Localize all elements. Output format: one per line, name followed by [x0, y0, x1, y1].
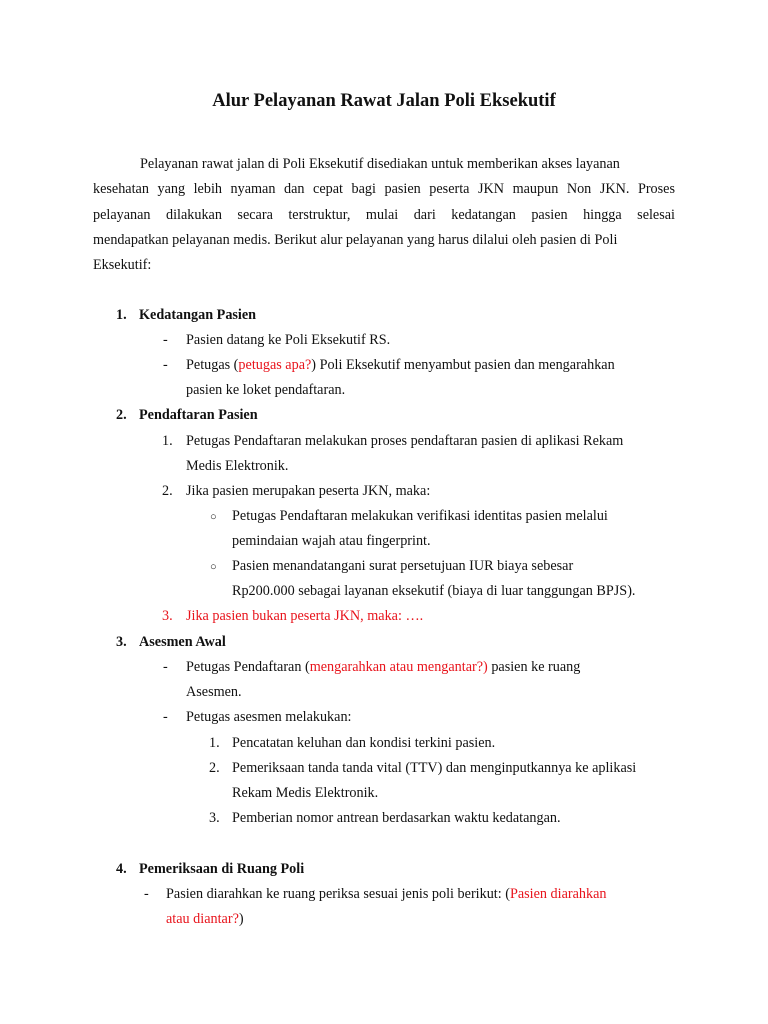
- section-4-heading: Pemeriksaan di Ruang Poli: [139, 861, 305, 877]
- s1-bullet-2-cont: pasien ke loket pendaftaran.: [186, 382, 346, 398]
- list-number: 3.: [162, 608, 173, 624]
- list-number: 3.: [209, 810, 220, 826]
- intro-line-3: pelayanan dilakukan secara terstruktur, mulai dari kedatangan pasien hingga selesai: [93, 207, 675, 223]
- intro-line-1: Pelayanan rawat jalan di Poli Eksekutif disediakan untuk memberikan akses layanan: [140, 156, 620, 172]
- s3-step-2-cont: Rekam Medis Elektronik.: [232, 785, 379, 801]
- bullet-dash: -: [163, 659, 168, 675]
- s4-bullet-1-cont: [166, 910, 244, 928]
- bullet-dash: -: [163, 332, 168, 348]
- reviewer-comment: Pasien diarahkan: [509, 886, 607, 902]
- s2-item-1-cont: Medis Elektronik.: [186, 458, 289, 474]
- s1-bullet-1: Pasien datang ke Poli Eksekutif RS.: [186, 332, 391, 348]
- bullet-dash: -: [163, 357, 168, 373]
- s2-item-1: Petugas Pendaftaran melakukan proses pendaftaran pasien di aplikasi Rekam: [186, 433, 624, 449]
- s3-step-2: Pemeriksaan tanda tanda vital (TTV) dan menginputkannya ke aplikasi: [232, 760, 637, 776]
- reviewer-comment: atau diantar?: [166, 911, 239, 927]
- text-run: ): [238, 911, 244, 927]
- section-1-number: 1.: [116, 307, 127, 323]
- text-run: pasien ke ruang: [487, 659, 581, 675]
- section-4-number: 4.: [116, 861, 127, 877]
- s2-item-3-comment: Jika pasien bukan peserta JKN, maka: ….: [186, 608, 424, 624]
- intro-line-4: mendapatkan pelayanan medis. Berikut alur pelayanan yang harus dilalui oleh pasien di Poli: [93, 232, 618, 248]
- s4-bullet-1: [166, 885, 606, 903]
- list-number: 2.: [162, 483, 173, 499]
- s2-subitem-1-cont: pemindaian wajah atau fingerprint.: [232, 533, 431, 549]
- s2-item-2: Jika pasien merupakan peserta JKN, maka:: [186, 483, 431, 499]
- s3-bullet-1-cont: Asesmen.: [186, 684, 242, 700]
- s2-subitem-2-cont: Rp200.000 sebagai layanan eksekutif (biaya di luar tanggungan BPJS).: [232, 583, 636, 599]
- s1-bullet-2: [186, 356, 615, 374]
- s3-step-1: Pencatatan keluhan dan kondisi terkini pasien.: [232, 735, 496, 751]
- reviewer-comment: mengarahkan atau mengantar?): [309, 659, 488, 675]
- circle-bullet-icon: ○: [210, 511, 217, 523]
- circle-bullet-icon: ○: [210, 561, 217, 573]
- text-run: Petugas Pendaftaran (: [186, 659, 310, 675]
- intro-line-5: Eksekutif:: [93, 257, 152, 273]
- bullet-dash: -: [163, 709, 168, 725]
- s3-step-3: Pemberian nomor antrean berdasarkan waktu kedatangan.: [232, 810, 561, 826]
- document-title: Alur Pelayanan Rawat Jalan Poli Eksekutif: [212, 91, 556, 111]
- intro-line-2: kesehatan yang lebih nyaman dan cepat bagi pasien peserta JKN maupun Non JKN. Proses: [93, 181, 675, 197]
- text-run: Petugas (: [186, 357, 239, 373]
- bullet-dash: -: [144, 886, 149, 902]
- s3-bullet-2: Petugas asesmen melakukan:: [186, 709, 352, 725]
- reviewer-comment: petugas apa?: [238, 357, 312, 373]
- s2-subitem-1: Petugas Pendaftaran melakukan verifikasi identitas pasien melalui: [232, 508, 608, 524]
- list-number: 2.: [209, 760, 220, 776]
- text-run: Pasien diarahkan ke ruang periksa sesuai jenis poli berikut: (: [166, 886, 510, 902]
- section-1-heading: Kedatangan Pasien: [139, 307, 257, 323]
- section-2-number: 2.: [116, 407, 127, 423]
- s2-subitem-2: Pasien menandatangani surat persetujuan IUR biaya sebesar: [232, 558, 574, 574]
- s3-bullet-1: [186, 658, 580, 676]
- list-number: 1.: [209, 735, 220, 751]
- section-3-heading: Asesmen Awal: [139, 634, 226, 650]
- section-2-heading: Pendaftaran Pasien: [139, 407, 258, 423]
- text-run: ) Poli Eksekutif menyambut pasien dan mengarahkan: [311, 357, 615, 373]
- section-3-number: 3.: [116, 634, 127, 650]
- list-number: 1.: [162, 433, 173, 449]
